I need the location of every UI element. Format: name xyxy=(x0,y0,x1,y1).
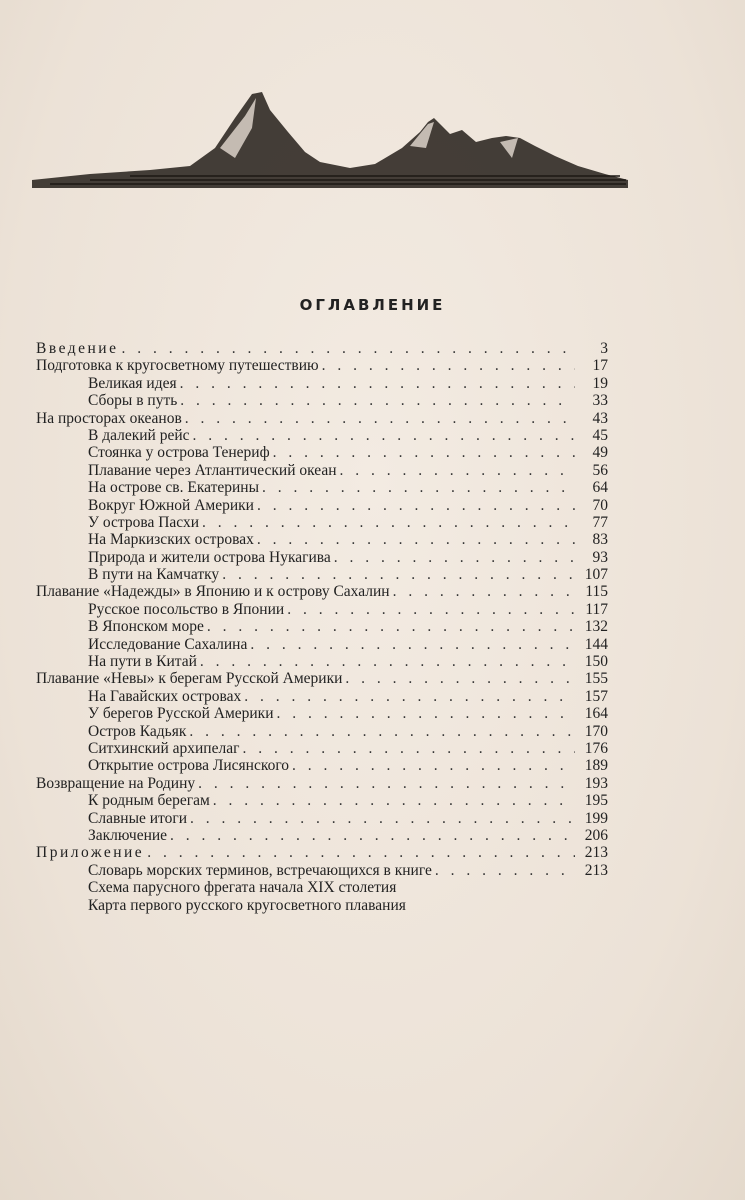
dot-leader xyxy=(189,723,575,740)
toc-entry xyxy=(36,897,608,914)
toc-entry xyxy=(36,723,608,740)
dot-leader xyxy=(193,427,575,444)
toc-entry xyxy=(36,688,608,705)
toc-entry xyxy=(36,410,608,427)
toc-entry-title: На острове св. Екатерины xyxy=(88,479,260,497)
dot-leader xyxy=(340,462,576,479)
toc-entry-title: Вокруг Южной Америки xyxy=(88,496,254,514)
toc-entry-title: На Гавайских островах xyxy=(88,687,242,705)
dot-leader xyxy=(287,601,575,618)
toc-entry xyxy=(36,357,608,374)
toc-entry-page: 64 xyxy=(592,479,608,497)
dot-leader xyxy=(185,410,575,427)
toc-entry xyxy=(36,549,608,566)
dot-leader xyxy=(345,670,575,687)
toc-entry xyxy=(36,583,608,600)
toc-entry-title: Ситхинский архипелаг xyxy=(88,739,240,757)
toc-entry xyxy=(36,514,608,531)
toc-entry-title: Приложение xyxy=(36,844,145,862)
toc-entry-page: 170 xyxy=(584,722,608,740)
toc-entry xyxy=(36,862,608,879)
table-of-contents xyxy=(36,340,608,914)
toc-entry-page: 193 xyxy=(584,774,608,792)
toc-entry-title: Заключение xyxy=(88,826,168,844)
toc-entry-title: Исследование Сахалина xyxy=(88,635,248,653)
toc-entry-page: 176 xyxy=(584,739,608,757)
dot-leader xyxy=(273,444,575,461)
toc-entry xyxy=(36,375,608,392)
toc-entry xyxy=(36,827,608,844)
dot-leader xyxy=(121,340,575,357)
dot-leader xyxy=(180,375,575,392)
toc-entry xyxy=(36,479,608,496)
toc-entry xyxy=(36,670,608,687)
toc-entry-title: Открытие острова Лисянского xyxy=(88,757,290,775)
toc-entry-title: К родным берегам xyxy=(88,792,210,810)
toc-entry-title: На просторах океанов xyxy=(36,409,182,427)
toc-entry xyxy=(36,810,608,827)
toc-entry xyxy=(36,879,608,896)
dot-leader xyxy=(170,827,575,844)
toc-entry xyxy=(36,757,608,774)
toc-entry xyxy=(36,844,608,861)
toc-entry xyxy=(36,601,608,618)
toc-entry xyxy=(36,653,608,670)
toc-entry-title: Возвращение на Родину xyxy=(36,774,196,792)
toc-entry-title: У берегов Русской Америки xyxy=(88,705,274,723)
toc-entry-page: 19 xyxy=(592,374,608,392)
dot-leader xyxy=(222,566,575,583)
toc-entry-page: 3 xyxy=(600,340,608,357)
toc-entry-title: Славные итоги xyxy=(88,809,188,827)
toc-entry-title: На Маркизских островах xyxy=(88,531,254,549)
dot-leader xyxy=(257,497,575,514)
toc-entry-page: 189 xyxy=(584,757,608,775)
dot-leader xyxy=(198,775,575,792)
toc-entry xyxy=(36,636,608,653)
toc-entry-page: 77 xyxy=(592,513,608,531)
toc-entry xyxy=(36,497,608,514)
toc-entry-page: 150 xyxy=(584,653,608,671)
toc-entry xyxy=(36,775,608,792)
toc-entry-title: Плавание «Надежды» в Японию и к острову Сахалин xyxy=(36,583,390,601)
toc-entry xyxy=(36,618,608,635)
toc-entry-page: 213 xyxy=(584,861,608,879)
toc-entry-title: Словарь морских терминов, встречающихся в книге xyxy=(88,861,432,879)
toc-entry-title: У острова Пасхи xyxy=(88,513,199,531)
dot-leader xyxy=(147,844,575,861)
dot-leader xyxy=(262,479,575,496)
toc-entry-title: В Японском море xyxy=(88,618,204,636)
toc-entry-page: 199 xyxy=(584,809,608,827)
toc-entry-page: 43 xyxy=(592,409,608,427)
toc-entry-page: 33 xyxy=(592,392,608,410)
mountain-silhouette xyxy=(32,92,628,188)
toc-entry-page: 70 xyxy=(592,496,608,514)
toc-entry-page: 213 xyxy=(584,844,608,862)
toc-entry-page: 157 xyxy=(584,687,608,705)
toc-entry-title: Схема парусного фрегата начала XIX столетия xyxy=(88,879,397,897)
toc-entry-page: 45 xyxy=(592,426,608,444)
toc-entry xyxy=(36,444,608,461)
toc-entry-title: Русское посольство в Японии xyxy=(88,600,285,618)
toc-entry xyxy=(36,740,608,757)
toc-entry xyxy=(36,705,608,722)
dot-leader xyxy=(190,810,575,827)
dot-leader xyxy=(257,531,575,548)
toc-entry xyxy=(36,340,608,357)
toc-entry-page: 49 xyxy=(592,444,608,462)
dot-leader xyxy=(213,792,575,809)
toc-entry-page: 107 xyxy=(584,566,608,584)
toc-entry-title: В далекий рейс xyxy=(88,426,190,444)
toc-entry-page: 195 xyxy=(584,792,608,810)
dot-leader xyxy=(322,357,575,374)
dot-leader xyxy=(242,740,575,757)
toc-entry-page: 144 xyxy=(584,635,608,653)
toc-entry-page: 117 xyxy=(585,600,608,618)
toc-entry-title: Остров Кадьяк xyxy=(88,722,187,740)
dot-leader xyxy=(435,862,575,879)
toc-entry-title: Введение xyxy=(36,340,119,357)
toc-entry xyxy=(36,427,608,444)
dot-leader xyxy=(334,549,575,566)
toc-entry-page: 17 xyxy=(592,357,608,375)
toc-entry-page: 56 xyxy=(592,461,608,479)
toc-entry-title: Карта первого русского кругосветного плавания xyxy=(88,896,406,914)
toc-entry-page: 93 xyxy=(592,548,608,566)
dot-leader xyxy=(180,392,575,409)
dot-leader xyxy=(200,653,575,670)
toc-entry-page: 115 xyxy=(585,583,608,601)
dot-leader xyxy=(244,688,575,705)
toc-entry-title: Плавание через Атлантический океан xyxy=(88,461,337,479)
page-title: ОГЛАВЛЕНИЕ xyxy=(299,296,446,314)
toc-entry-page: 164 xyxy=(584,705,608,723)
dot-leader xyxy=(292,757,575,774)
dot-leader xyxy=(277,705,575,722)
toc-entry xyxy=(36,462,608,479)
toc-entry xyxy=(36,566,608,583)
toc-entry-title: Подготовка к кругосветному путешествию xyxy=(36,357,319,375)
toc-entry-page: 206 xyxy=(584,826,608,844)
toc-entry-title: На пути в Китай xyxy=(88,653,197,671)
toc-entry xyxy=(36,392,608,409)
dot-leader xyxy=(202,514,575,531)
toc-entry xyxy=(36,531,608,548)
dot-leader xyxy=(250,636,575,653)
dot-leader xyxy=(393,583,575,600)
toc-entry-title: Плавание «Невы» к берегам Русской Америки xyxy=(36,670,343,688)
dot-leader xyxy=(207,618,575,635)
toc-entry-title: Сборы в путь xyxy=(88,392,178,410)
toc-entry-title: В пути на Камчатку xyxy=(88,566,220,584)
toc-entry-title: Стоянка у острова Тенериф xyxy=(88,444,270,462)
mountain-range-illustration xyxy=(30,88,630,198)
toc-entry-page: 83 xyxy=(592,531,608,549)
toc-entry xyxy=(36,792,608,809)
toc-entry-page: 155 xyxy=(584,670,608,688)
toc-entry-title: Великая идея xyxy=(88,374,177,392)
toc-entry-page: 132 xyxy=(584,618,608,636)
toc-entry-title: Природа и жители острова Нукагива xyxy=(88,548,331,566)
